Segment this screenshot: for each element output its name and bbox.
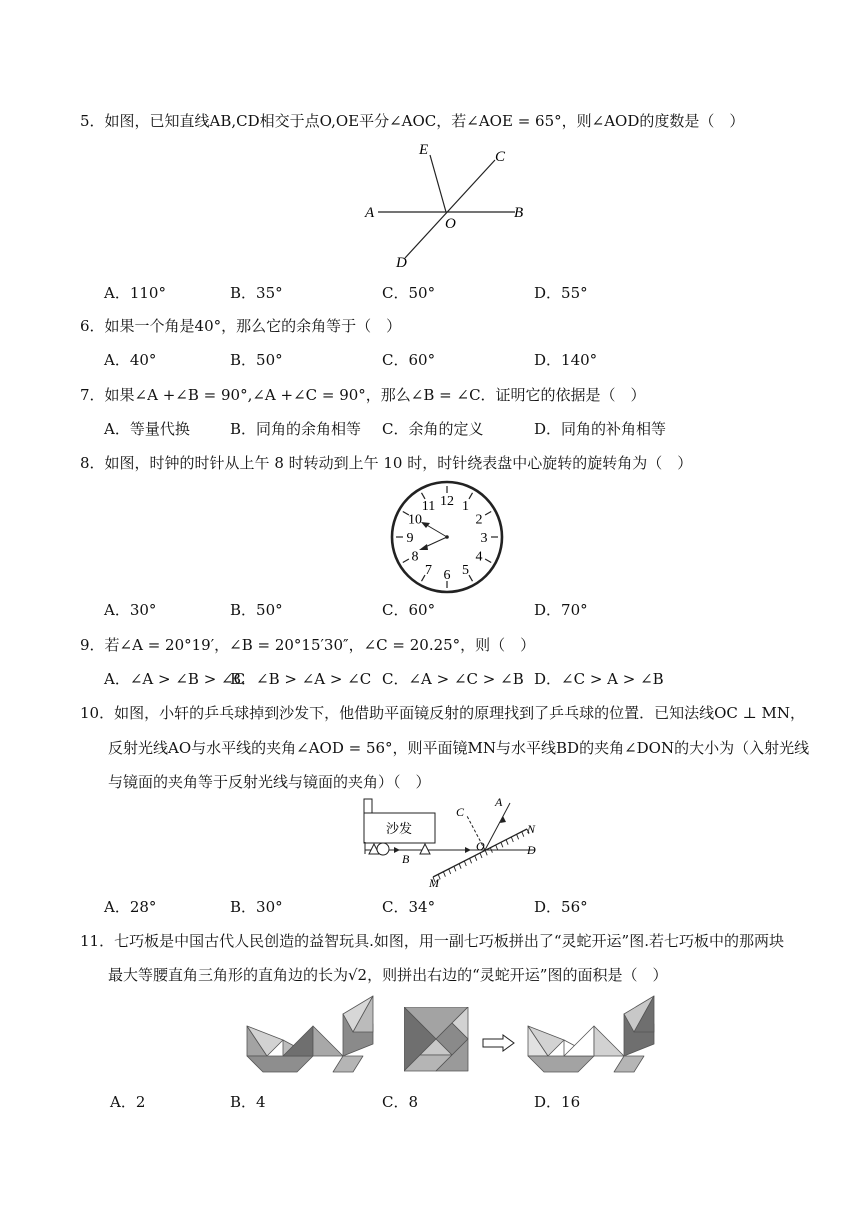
question-10-stem-line-2: 反射光线AO与水平线的夹角∠AOD = 56°，则平面镜MN与水平线BD的夹角∠DON的大小为（入射光线 (108, 739, 810, 757)
q11-option-b[interactable]: B．4 (230, 1093, 266, 1111)
q9-option-c[interactable]: C．∠A > ∠C > ∠B (382, 670, 524, 688)
mirror-hatch (459, 864, 461, 869)
q10-label-b: B (402, 852, 410, 866)
mirror-hatch (464, 861, 466, 866)
q5-label-e: E (419, 142, 429, 158)
q10-label-c: C (456, 805, 465, 819)
mirror-hatch (470, 858, 472, 863)
q5-label-a: A (365, 205, 375, 221)
mirror-hatch (449, 869, 451, 874)
clock-number: 6 (443, 568, 451, 583)
q10-label-o: O (476, 839, 485, 853)
q6-option-b[interactable]: B．50° (230, 351, 283, 369)
question-10-stem-line-1: 10．如图，小轩的乒乓球掉到沙发下，他借助平面镜反射的原理找到了乒乓球的位置．已知法线OC ⊥ MN， (80, 704, 805, 722)
clock-number: 10 (408, 512, 422, 528)
q10-option-b[interactable]: B．30° (230, 898, 283, 916)
q10-label-m: M (429, 876, 439, 890)
q8-clock-figure (385, 478, 509, 596)
q8-option-c[interactable]: C．60° (382, 601, 436, 619)
mirror-hatch (511, 837, 513, 842)
q5-option-b[interactable]: B．35° (230, 284, 283, 302)
q10-label-d: D (527, 843, 536, 857)
q10-label-a: A (495, 795, 503, 809)
question-9-options (0, 669, 868, 689)
tangram-snake-figure (245, 994, 377, 1078)
question-5-options (0, 283, 868, 303)
question-6-options (0, 350, 868, 370)
clock-number: 12 (440, 494, 454, 509)
q11-option-a[interactable]: A．2 (110, 1093, 146, 1111)
q7-option-a[interactable]: A．等量代换 (104, 420, 190, 438)
tangram-square-figure (404, 1007, 470, 1073)
mirror-hatch (485, 850, 487, 855)
q7-option-c[interactable]: C．余角的定义 (382, 420, 484, 438)
q5-option-d[interactable]: D．55° (534, 284, 588, 302)
mirror-hatch (506, 840, 508, 845)
question-10-options (0, 897, 868, 917)
q6-option-d[interactable]: D．140° (534, 351, 598, 369)
mirror-hatch (496, 845, 498, 850)
question-11-options (0, 1092, 868, 1112)
q5-label-b: B (514, 205, 524, 221)
q5-option-c[interactable]: C．50° (382, 284, 436, 302)
q7-option-d[interactable]: D．同角的补角相等 (534, 420, 667, 438)
q11-option-d[interactable]: D．16 (534, 1093, 581, 1111)
mirror-hatch (480, 853, 482, 858)
clock-number: 7 (425, 563, 432, 578)
q5-label-o: O (445, 216, 456, 232)
q6-option-a[interactable]: A．40° (104, 351, 157, 369)
question-11-stem-line-1: 11．七巧板是中国古代人民创造的益智玩具.如图，用一副七巧板拼出了“灵蛇开运”图.若七巧板中的那两块 (80, 932, 784, 950)
question-5-stem: 5．如图，已知直线AB,CD相交于点O,OE平分∠AOC，若∠AOE = 65°，则∠AOD的度数是（ ） (80, 112, 745, 130)
clock-number: 11 (421, 499, 436, 514)
q8-option-a[interactable]: A．30° (104, 601, 157, 619)
q5-label-d: D (396, 255, 407, 270)
question-10-stem-line-3: 与镜面的夹角等于反射光线与镜面的夹角）（ ） (108, 773, 431, 791)
q10-option-d[interactable]: D．56° (534, 898, 588, 916)
clock-number: 1 (462, 499, 469, 514)
mirror-hatch (522, 832, 524, 837)
q10-mirror-figure (355, 795, 555, 890)
sofa-label: 沙发 (386, 821, 413, 836)
clock-number: 4 (475, 549, 483, 565)
q10-option-c[interactable]: C．34° (382, 898, 436, 916)
question-7-stem: 7．如果∠A +∠B = 90°,∠A +∠C = 90°，那么∠B = ∠C．证明它的依据是（ ） (80, 386, 646, 404)
question-8-stem: 8．如图，时钟的时针从上午 8 时转动到上午 10 时，时针绕表盘中心旋转的旋转角为（ ） (80, 454, 693, 472)
arrow-right-icon (482, 1034, 516, 1052)
q11-option-c[interactable]: C．8 (382, 1093, 419, 1111)
mirror-hatch (501, 842, 503, 847)
clock-number: 8 (411, 549, 419, 565)
q10-label-n: N (527, 822, 536, 836)
ping-pong-ball (377, 843, 389, 855)
clock-number: 2 (475, 512, 483, 528)
tangram-result-figure (526, 994, 658, 1078)
q5-label-c: C (495, 149, 506, 165)
clock-number: 5 (462, 563, 469, 578)
question-6-stem: 6．如果一个角是40°，那么它的余角等于（ ） (80, 317, 402, 335)
mirror-hatch (475, 856, 477, 861)
mirror-hatch (517, 834, 519, 839)
question-11-stem-line-2: 最大等腰直角三角形的直角边的长为√2，则拼出右边的“灵蛇开运”图的面积是（ ） (108, 966, 668, 984)
clock-number: 9 (406, 531, 414, 546)
q6-option-c[interactable]: C．60° (382, 351, 436, 369)
question-8-options (0, 600, 868, 620)
question-7-options (0, 419, 868, 439)
mirror-hatch (454, 866, 456, 871)
q9-option-a[interactable]: A．∠A > ∠B > ∠C (104, 670, 246, 688)
q5-angle-figure (360, 140, 540, 270)
mirror-hatch (443, 872, 445, 877)
clock-number: 3 (480, 531, 488, 546)
q10-option-a[interactable]: A．28° (104, 898, 157, 916)
question-9-stem: 9．若∠A = 20°19′，∠B = 20°15′30″，∠C = 20.25°，则（ ） (80, 636, 536, 654)
q8-option-b[interactable]: B．50° (230, 601, 283, 619)
q9-option-d[interactable]: D．∠C > A > ∠B (534, 670, 664, 688)
q5-option-a[interactable]: A．110° (104, 284, 166, 302)
q8-option-d[interactable]: D．70° (534, 601, 588, 619)
q9-option-b[interactable]: B．∠B > ∠A > ∠C (230, 670, 372, 688)
q7-option-b[interactable]: B．同角的余角相等 (230, 420, 362, 438)
